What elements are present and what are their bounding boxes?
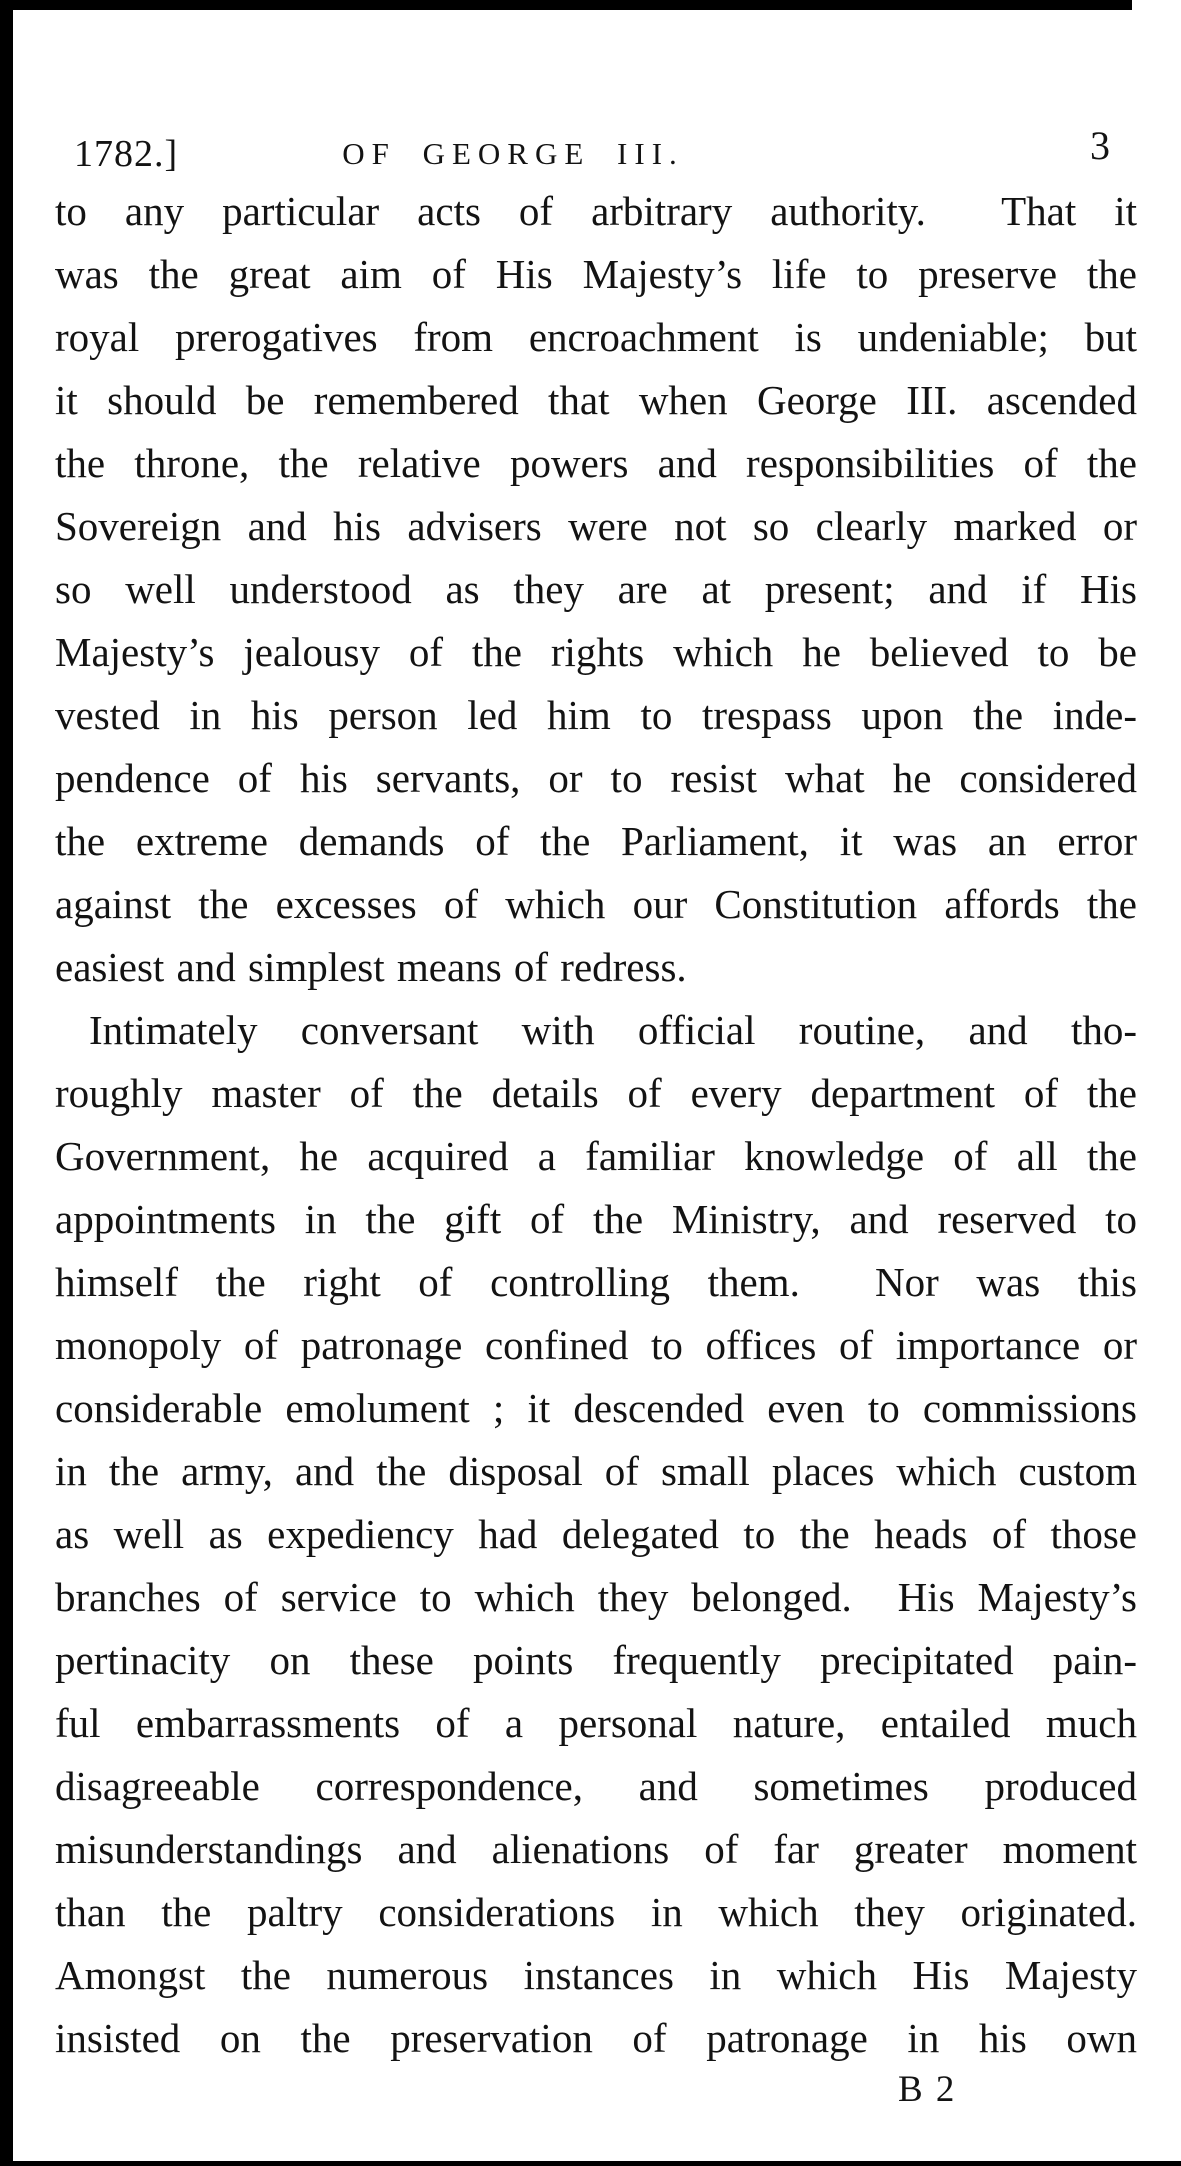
text-line: against the excesses of which our Constitution affords the	[55, 881, 1137, 927]
text-line: the extreme demands of the Parliament, it was an error	[55, 818, 1137, 864]
text-line: misunderstandings and alienations of far greater moment	[55, 1826, 1137, 1872]
text-line: Government, he acquired a familiar knowledge of all the	[55, 1133, 1137, 1179]
text-line: considerable emolument ; it descended even to commissions	[55, 1385, 1137, 1431]
page-body	[55, 180, 1137, 2070]
header-date-marker: 1782.]	[74, 133, 179, 175]
text-line: Sovereign and his advisers were not so clearly marked or	[55, 503, 1137, 549]
scan-edge-left	[0, 0, 13, 2166]
scan-edge-top	[0, 0, 1132, 10]
text-line: as well as expediency had delegated to the heads of those	[55, 1511, 1137, 1557]
text-line: vested in his person led him to trespass upon the inde-	[55, 692, 1137, 738]
printer-signature-mark: B 2	[898, 2069, 957, 2110]
scan-edge-bottom	[0, 2161, 1181, 2166]
text-line: Majesty’s jealousy of the rights which he believed to be	[55, 629, 1137, 675]
page-header	[0, 123, 1181, 186]
text-line: Intimately conversant with official routine, and tho-	[89, 1007, 1137, 1053]
text-line: was the great aim of His Majesty’s life to preserve the	[55, 251, 1137, 297]
text-line: ful embarrassments of a personal nature, entailed much	[55, 1700, 1137, 1746]
text-line: himself the right of controlling them. Nor was this	[55, 1259, 1137, 1305]
text-line: branches of service to which they belonged. His Majesty’s	[55, 1574, 1137, 1620]
text-line: than the paltry considerations in which they originated.	[55, 1889, 1137, 1935]
header-page-number: 3	[1090, 123, 1110, 168]
text-line: pertinacity on these points frequently precipitated pain-	[55, 1637, 1137, 1683]
text-line: royal prerogatives from encroachment is undeniable; but	[55, 314, 1137, 360]
text-line: easiest and simplest means of redress.	[55, 944, 687, 990]
text-line: roughly master of the details of every department of the	[55, 1070, 1137, 1116]
text-line: in the army, and the disposal of small places which custom	[55, 1448, 1137, 1494]
text-line: so well understood as they are at present; and if His	[55, 566, 1137, 612]
text-line: the throne, the relative powers and responsibilities of the	[55, 440, 1137, 486]
header-running-title: OF GEORGE III.	[342, 136, 684, 171]
text-line: it should be remembered that when George III. ascended	[55, 377, 1137, 423]
text-line: Amongst the numerous instances in which His Majesty	[55, 1952, 1137, 1998]
text-line: monopoly of patronage confined to offices of importance or	[55, 1322, 1137, 1368]
text-line: to any particular acts of arbitrary authority. That it	[55, 188, 1137, 234]
text-line: appointments in the gift of the Ministry, and reserved to	[55, 1196, 1137, 1242]
text-line: disagreeable correspondence, and sometimes produced	[55, 1763, 1137, 1809]
text-line: insisted on the preservation of patronage in his own	[55, 2015, 1137, 2061]
text-line: pendence of his servants, or to resist what he considered	[55, 755, 1137, 801]
